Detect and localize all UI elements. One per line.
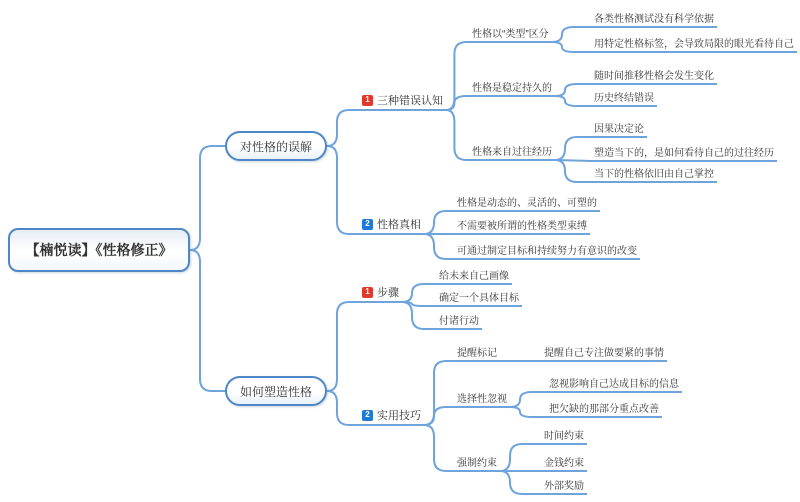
leaf-topic[interactable]: 金钱约束 — [542, 452, 587, 472]
subtopic-label: 实用技巧 — [377, 410, 421, 422]
leaf-topic[interactable]: 当下的性格依旧由自己掌控 — [592, 163, 717, 183]
leaf-topic[interactable]: 外部奖励 — [542, 475, 587, 495]
subtopic-three-wrong-cognitions[interactable] — [360, 91, 446, 111]
leaf-topic[interactable]: 随时间推移性格会发生变化 — [592, 65, 717, 85]
subtopic-practical-tips[interactable] — [360, 406, 424, 426]
leaf-topic[interactable]: 提醒自己专注做要紧的事情 — [542, 342, 667, 362]
topic-forced-constraint[interactable]: 强制约束 — [455, 452, 500, 472]
subtopic-personality-truth[interactable] — [360, 215, 424, 235]
leaf-topic[interactable]: 时间约束 — [542, 425, 587, 445]
topic-reminder-mark[interactable]: 提醒标记 — [455, 342, 500, 362]
subtopic-label: 步骤 — [377, 287, 399, 299]
leaf-topic[interactable]: 给未来自己画像 — [437, 265, 512, 285]
leaf-topic[interactable]: 忽视影响自己达成目标的信息 — [547, 373, 682, 393]
topic-from-past-experience[interactable]: 性格来自过往经历 — [470, 141, 555, 161]
topic-selective-ignore[interactable]: 选择性忽视 — [455, 388, 510, 408]
priority-2-icon: 2 — [362, 219, 373, 230]
topic-stable-lasting[interactable]: 性格是稳定持久的 — [470, 77, 555, 97]
subtopic-steps[interactable] — [360, 283, 402, 303]
leaf-topic[interactable]: 确定一个具体目标 — [437, 287, 522, 307]
leaf-topic[interactable]: 付诸行动 — [437, 310, 482, 330]
topic-type-classification[interactable]: 性格以“类型”区分 — [470, 23, 552, 43]
main-topic-shaping[interactable]: 如何塑造性格 — [225, 376, 327, 406]
leaf-topic[interactable]: 历史终结错误 — [592, 87, 657, 107]
leaf-topic[interactable]: 把欠缺的那部分重点改善 — [547, 398, 662, 418]
leaf-topic[interactable]: 塑造当下的，是如何看待自己的过往经历 — [592, 142, 777, 162]
leaf-topic[interactable]: 用特定性格标签，会导致局限的眼光看待自己 — [592, 33, 797, 53]
leaf-topic[interactable]: 各类性格测试没有科学依据 — [592, 8, 717, 28]
priority-2-icon: 2 — [362, 410, 373, 421]
priority-1-icon: 1 — [362, 287, 373, 298]
subtopic-label: 三种错误认知 — [377, 95, 443, 107]
priority-1-icon: 1 — [362, 95, 373, 106]
subtopic-label: 性格真相 — [377, 219, 421, 231]
central-topic[interactable]: 【楠悦读】《性格修正》 — [8, 228, 190, 272]
leaf-topic[interactable]: 因果决定论 — [592, 118, 647, 138]
leaf-topic[interactable]: 不需要被所谓的性格类型束缚 — [455, 215, 590, 235]
main-topic-misconceptions[interactable]: 对性格的误解 — [225, 131, 327, 161]
leaf-topic[interactable]: 可通过制定目标和持续努力有意识的改变 — [455, 240, 640, 260]
leaf-topic[interactable]: 性格是动态的、灵活的、可塑的 — [455, 192, 600, 212]
